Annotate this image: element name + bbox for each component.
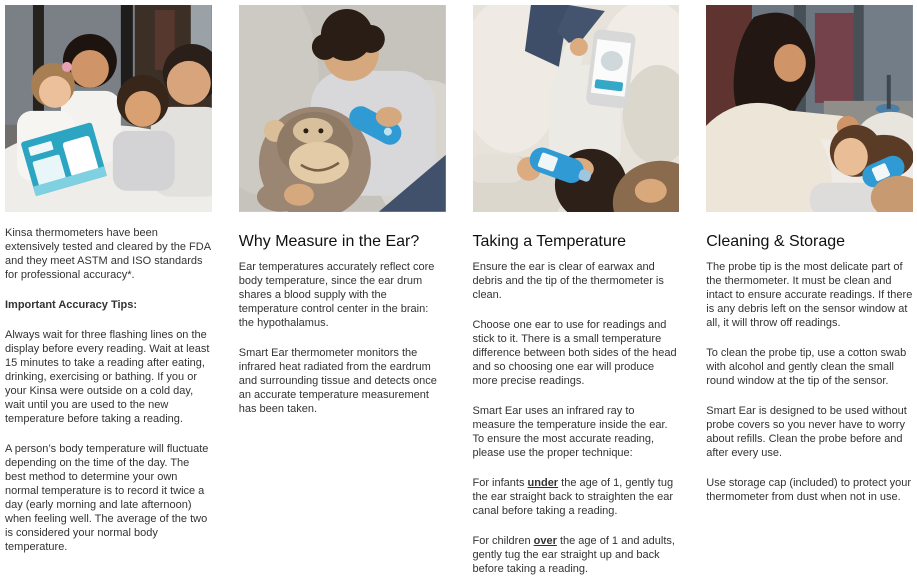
- paragraph-choose-one-ear: Choose one ear to use for readings and stick to it. There is a small temperature difference between both sides of the head and so choosing one ear will produce more precise readings.: [472, 318, 677, 387]
- infants-under-emphasis: under: [527, 476, 559, 489]
- photo-cleaning-storage-illustration: [706, 5, 913, 212]
- column-taking-temperature: [473, 5, 680, 584]
- section-heading-taking-temperature: Taking a Temperature: [472, 232, 627, 250]
- infants-pre-text: For infants: [472, 476, 528, 489]
- paragraph-no-probe-covers: Smart Ear is designed to be used without probe covers so you never have to worry about refills. Clean the probe before and after every use.: [706, 404, 907, 459]
- paragraph-clean-with-swab: To clean the probe tip, use a cotton swab with alcohol and gently clean the small round window at the tip of the sensor.: [706, 346, 907, 387]
- section-heading-cleaning-storage: Cleaning & Storage: [706, 232, 846, 250]
- children-post-text: the age of 1 and adults, gently tug the ear straight up and back before taking a reading.: [472, 534, 675, 575]
- paragraph-infrared-heat: Smart Ear thermometer monitors the infrared heat radiated from the eardrum and surrounding tissue and detects once an accurate temperature measurement has been taken.: [238, 346, 437, 415]
- paragraph-wait-before-reading: Always wait for three flashing lines on the display before every reading. Wait at least 15 minutes to take a reading after eating, drinking, exercising or bathing. If you or your Kinsa were outside on a cold day, wait until you are used to the new temperature before taking a reading.: [5, 328, 210, 425]
- children-pre-text: For children: [472, 534, 534, 547]
- taking-temperature-text-block: [473, 260, 680, 576]
- column-cleaning-storage: [706, 5, 913, 584]
- photo-boy-with-monkey: [239, 5, 446, 212]
- photo-taking-temperature-illustration: [473, 5, 680, 212]
- column-accuracy-tips: [5, 5, 212, 584]
- paragraph-clear-earwax: Ensure the ear is clear of earwax and debris and the tip of the thermometer is clean.: [472, 260, 664, 301]
- photo-child-phone-thermometer: [473, 5, 680, 212]
- cleaning-storage-text-block: [706, 260, 913, 504]
- column-why-measure: [239, 5, 446, 584]
- paragraph-normal-temperature: A person’s body temperature will fluctuate depending on the time of the day. The best method to determine your own normal temperature is to record it twice a day (early morning and late afternoon) when feeling well. The average of the two is considered your normal body temperature.: [5, 442, 209, 553]
- paragraph-ear-core-temperature: Ear temperatures accurately reflect core body temperature, since the ear drum shares a blood supply with the temperature control center in the brain: the hypothalamus.: [238, 260, 435, 329]
- tips-heading: Important Accuracy Tips:: [5, 298, 138, 311]
- photo-family-with-kinsa-box: [5, 5, 212, 212]
- paragraph-infants-under-one: [473, 476, 680, 518]
- photo-mother-child-thermometer: [706, 5, 913, 212]
- infants-post-text: the age of 1, gently tug the ear straight back to straighten the ear canal before taking a reading.: [472, 476, 674, 517]
- photo-boy-monkey-illustration: [239, 5, 446, 212]
- photo-family-illustration: [5, 5, 212, 212]
- section-heading-why-measure: Why Measure in the Ear?: [238, 232, 420, 250]
- paragraph-probe-tip-delicate: The probe tip is the most delicate part of the thermometer. It must be clean and intact to ensure accurate readings. If there is any debris left on the sensor window at all, it will throw off readings.: [706, 260, 913, 329]
- paragraph-fda-accuracy: Kinsa thermometers have been extensively tested and cleared by the FDA and they meet ASTM and ISO standards for professional accuracy*.: [5, 226, 211, 281]
- paragraph-infrared-ray-technique: Smart Ear uses an infrared ray to measure the temperature inside the ear. To ensure the most accurate reading, please use the proper technique:: [472, 404, 668, 459]
- why-measure-text-block: [239, 260, 446, 416]
- paragraph-children-over-one: [473, 534, 680, 576]
- accuracy-text-block: [5, 226, 212, 554]
- paragraph-storage-cap: Use storage cap (included) to protect your thermometer from dust when not in use.: [706, 476, 912, 503]
- children-over-emphasis: over: [533, 534, 557, 547]
